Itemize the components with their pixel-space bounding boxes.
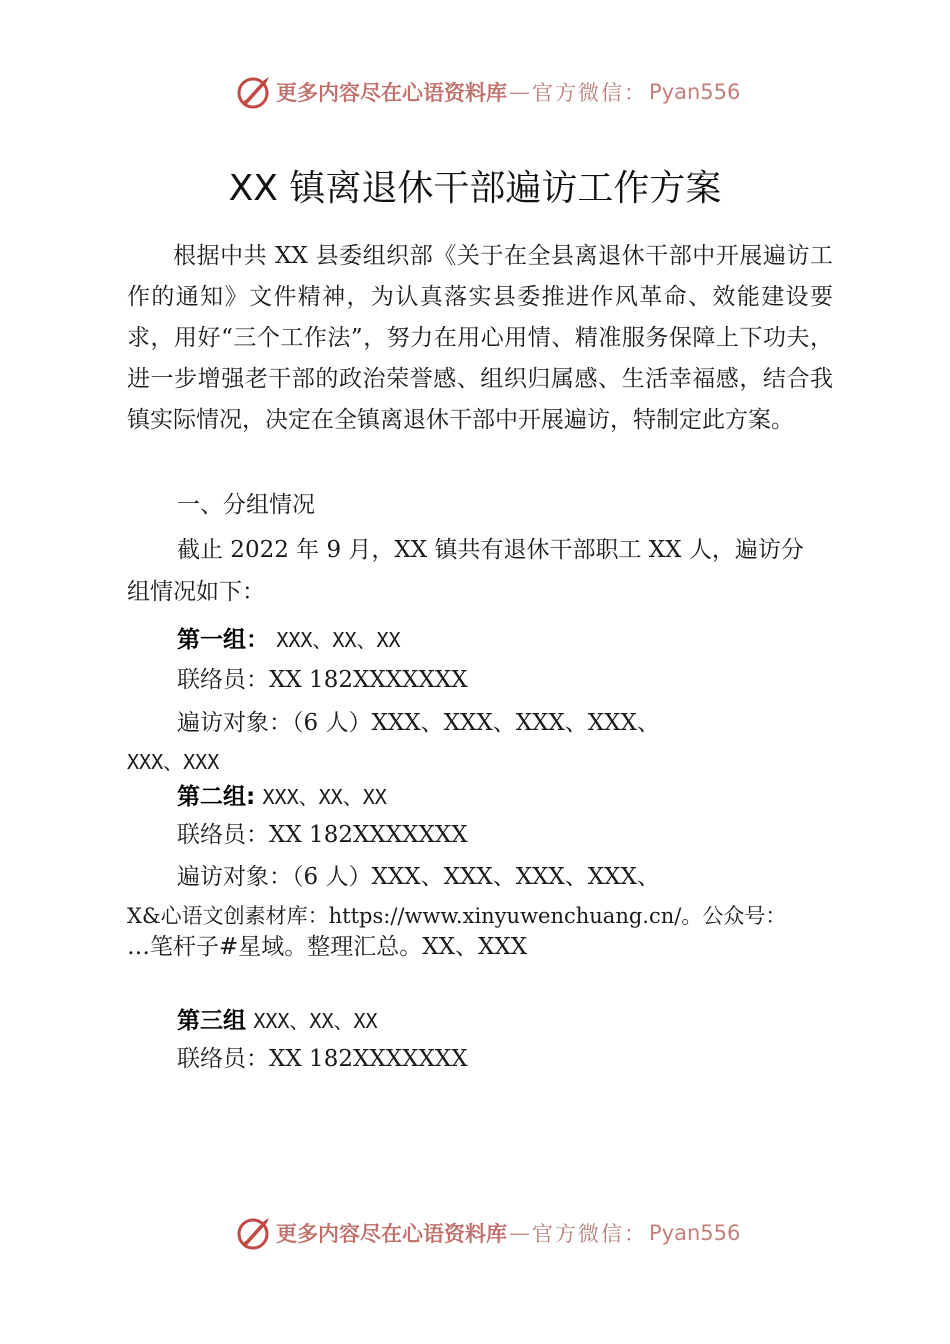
group-members: XXX、XX、XX: [262, 785, 387, 809]
intro-paragraph: 根据中共 XX 县委组织部《关于在全县离退休干部中开展遍访工作的通知》文件精神，为认真落实县委推进作风革命、效能建设要求，用好“三个工作法”，努力在用心用情、精准服务保障上下功夫，进一步增强老干部的政治荣誉感、组织归属感、生活幸福感，结合我镇实际情况，决定在全镇离退休干部中开展遍访，特制定此方案。: [127, 243, 833, 433]
group-targets: 遍访对象：（6 人）XXX、XXX、XXX、XXX、: [177, 710, 660, 736]
section-paragraph-line: 组情况如下：: [127, 579, 265, 605]
group-targets: 遍访对象：（6 人）XXX、XXX、XXX、XXX、: [177, 864, 660, 890]
banner-account: Pyan556: [649, 1221, 741, 1245]
group-liaison: 联络员：XX 182XXXXXXX: [177, 667, 468, 693]
group-targets-continued: …笔杆子#星域。整理汇总。XX、XXX: [127, 934, 528, 960]
group-label: 第三组: [177, 1008, 246, 1034]
banner-library-text: 更多内容尽在心语资料库: [276, 1221, 507, 1246]
group-header: [177, 621, 401, 654]
group-members: XXX、XX、XX: [276, 628, 401, 652]
banner-dash: —: [509, 80, 530, 104]
banner-library-text: 更多内容尽在心语资料库: [276, 80, 507, 105]
banner-official-label: 官方微信：: [532, 1222, 647, 1246]
group-label: 第一组：: [177, 627, 269, 653]
footer-banner: [236, 1213, 741, 1253]
header-banner: [236, 72, 741, 112]
document-title: XX 镇离退休干部遍访工作方案: [228, 168, 722, 209]
banner-dash: —: [509, 1221, 530, 1245]
group-targets-continued: X&心语文创素材库：https://www.xinyuwenchuang.cn/。公众号：: [127, 904, 787, 928]
quill-logo-icon: [236, 1215, 272, 1251]
banner-official-label: 官方微信：: [532, 81, 647, 105]
group-targets-continued: XXX、XXX: [127, 750, 220, 774]
group-liaison: 联络员：XX 182XXXXXXX: [177, 822, 468, 848]
section-paragraph-line: 截止 2022 年 9 月，XX 镇共有退休干部职工 XX 人，遍访分: [177, 537, 804, 563]
section-heading: 一、分组情况: [177, 492, 315, 518]
group-header: [177, 778, 387, 811]
group-liaison: 联络员：XX 182XXXXXXX: [177, 1046, 468, 1072]
quill-logo-icon: [236, 74, 272, 110]
banner-account: Pyan556: [649, 80, 741, 104]
group-label: 第二组:: [177, 784, 256, 810]
group-members: XXX、XX、XX: [253, 1009, 378, 1033]
group-header: [177, 1002, 378, 1035]
